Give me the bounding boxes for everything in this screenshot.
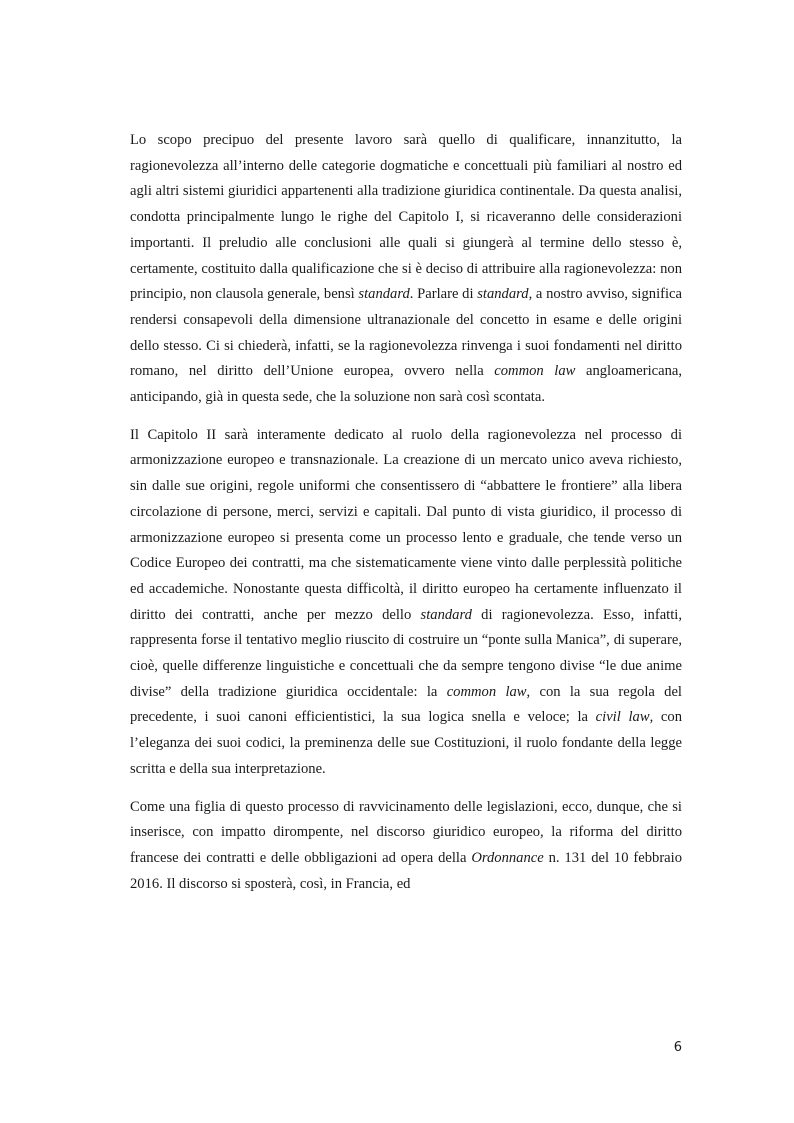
text-segment: n. 131 del 10 febbraio 2016. Il discorso si sposterà, così, in Francia, ed: [130, 849, 683, 892]
text-segment: angloamericana, anticipando, già in questa sede, che la soluzione non sarà così scontata.: [130, 363, 682, 406]
page-number: 6: [673, 1040, 682, 1055]
text-segment: , a nostro avviso, significa rendersi consapevoli della dimensione ultranazionale del concetto in esame e delle origini dello stesso. Ci si chiederà, infatti, se la ragionevolezza rinvenga i suoi fondamenti nel diritto romano, nel diritto dell’Unione europea, ovvero nella: [130, 286, 682, 380]
italic-text-segment: common law: [494, 363, 576, 380]
text-segment: Come una figlia di questo processo di ravvicinamento delle legislazioni, ecco, dunque, che si inserisce, con impatto dirompente, nel discorso giuridico europeo, la riforma del diritto francese dei contratti e delle obbligazioni ad opera della: [130, 798, 682, 866]
italic-text-segment: common law: [446, 683, 527, 700]
text-segment: , con la sua regola del precedente, i suoi canoni efficientistici, la sua logica snella e veloce; la: [130, 683, 682, 726]
text-segment: Il Capitolo II sarà interamente dedicato al ruolo della ragionevolezza nel processo di armonizzazione europeo e transnazionale. La creazione di un mercato unico aveva richiesto, sin dalle sue origini, regole uniformi che consentissero di “abbattere le frontiere” alla libera circolazione di persone, merci, servizi e capitali. Dal punto di vista giuridico, il processo di armonizzazione europeo si presenta come un processo lento e graduale, che tende verso un Codice Europeo dei contratti, ma che sistematicamente viene vinto dalle perplessità politiche ed accademiche. Nonostante questa difficoltà, il diritto europeo ha certamente influenzato il diritto dei contratti, anche per mezzo dello: [130, 426, 682, 623]
body-text: [130, 128, 682, 909]
paragraph-1: [130, 128, 682, 411]
text-segment: Lo scopo precipuo del presente lavoro sarà quello di qualificare, innanzitutto, la ragionevolezza all’interno delle categorie dogmatiche e concettuali più familiari al nostro ed agli altri sistemi giuridici appartenenti alla tradizione giuridica continentale. Da questa analisi, condotta principalmente lungo le righe del Capitolo I, si ricaveranno delle considerazioni importanti. Il preludio alle conclusioni alle quali si giungerà al termine dello stesso è, certamente, costituito dalla qualificazione che si è deciso di attribuire alla ragionevolezza: non principio, non clausola generale, bensì: [130, 132, 682, 303]
paragraph-2: [130, 423, 682, 783]
text-segment: , con l’eleganza dei suoi codici, la preminenza delle sue Costituzioni, il ruolo fondante della legge scritta e della sua interpretazione.: [130, 709, 682, 777]
italic-text-segment: standard: [477, 286, 529, 303]
paragraph-3: [130, 795, 682, 898]
italic-text-segment: standard: [358, 286, 410, 303]
italic-text-segment: standard: [420, 606, 472, 623]
text-segment: di ragionevolezza. Esso, infatti, rappresenta forse il tentativo meglio riuscito di costruire un “ponte sulla Manica”, di superare, cioè, quelle differenze linguistiche e concettuali che da sempre tengono divise “le due anime divise” della tradizione giuridica occidentale: la: [130, 606, 682, 700]
text-segment: . Parlare di: [409, 286, 478, 303]
italic-text-segment: civil law: [595, 709, 650, 726]
italic-text-segment: Ordonnance: [471, 849, 544, 866]
